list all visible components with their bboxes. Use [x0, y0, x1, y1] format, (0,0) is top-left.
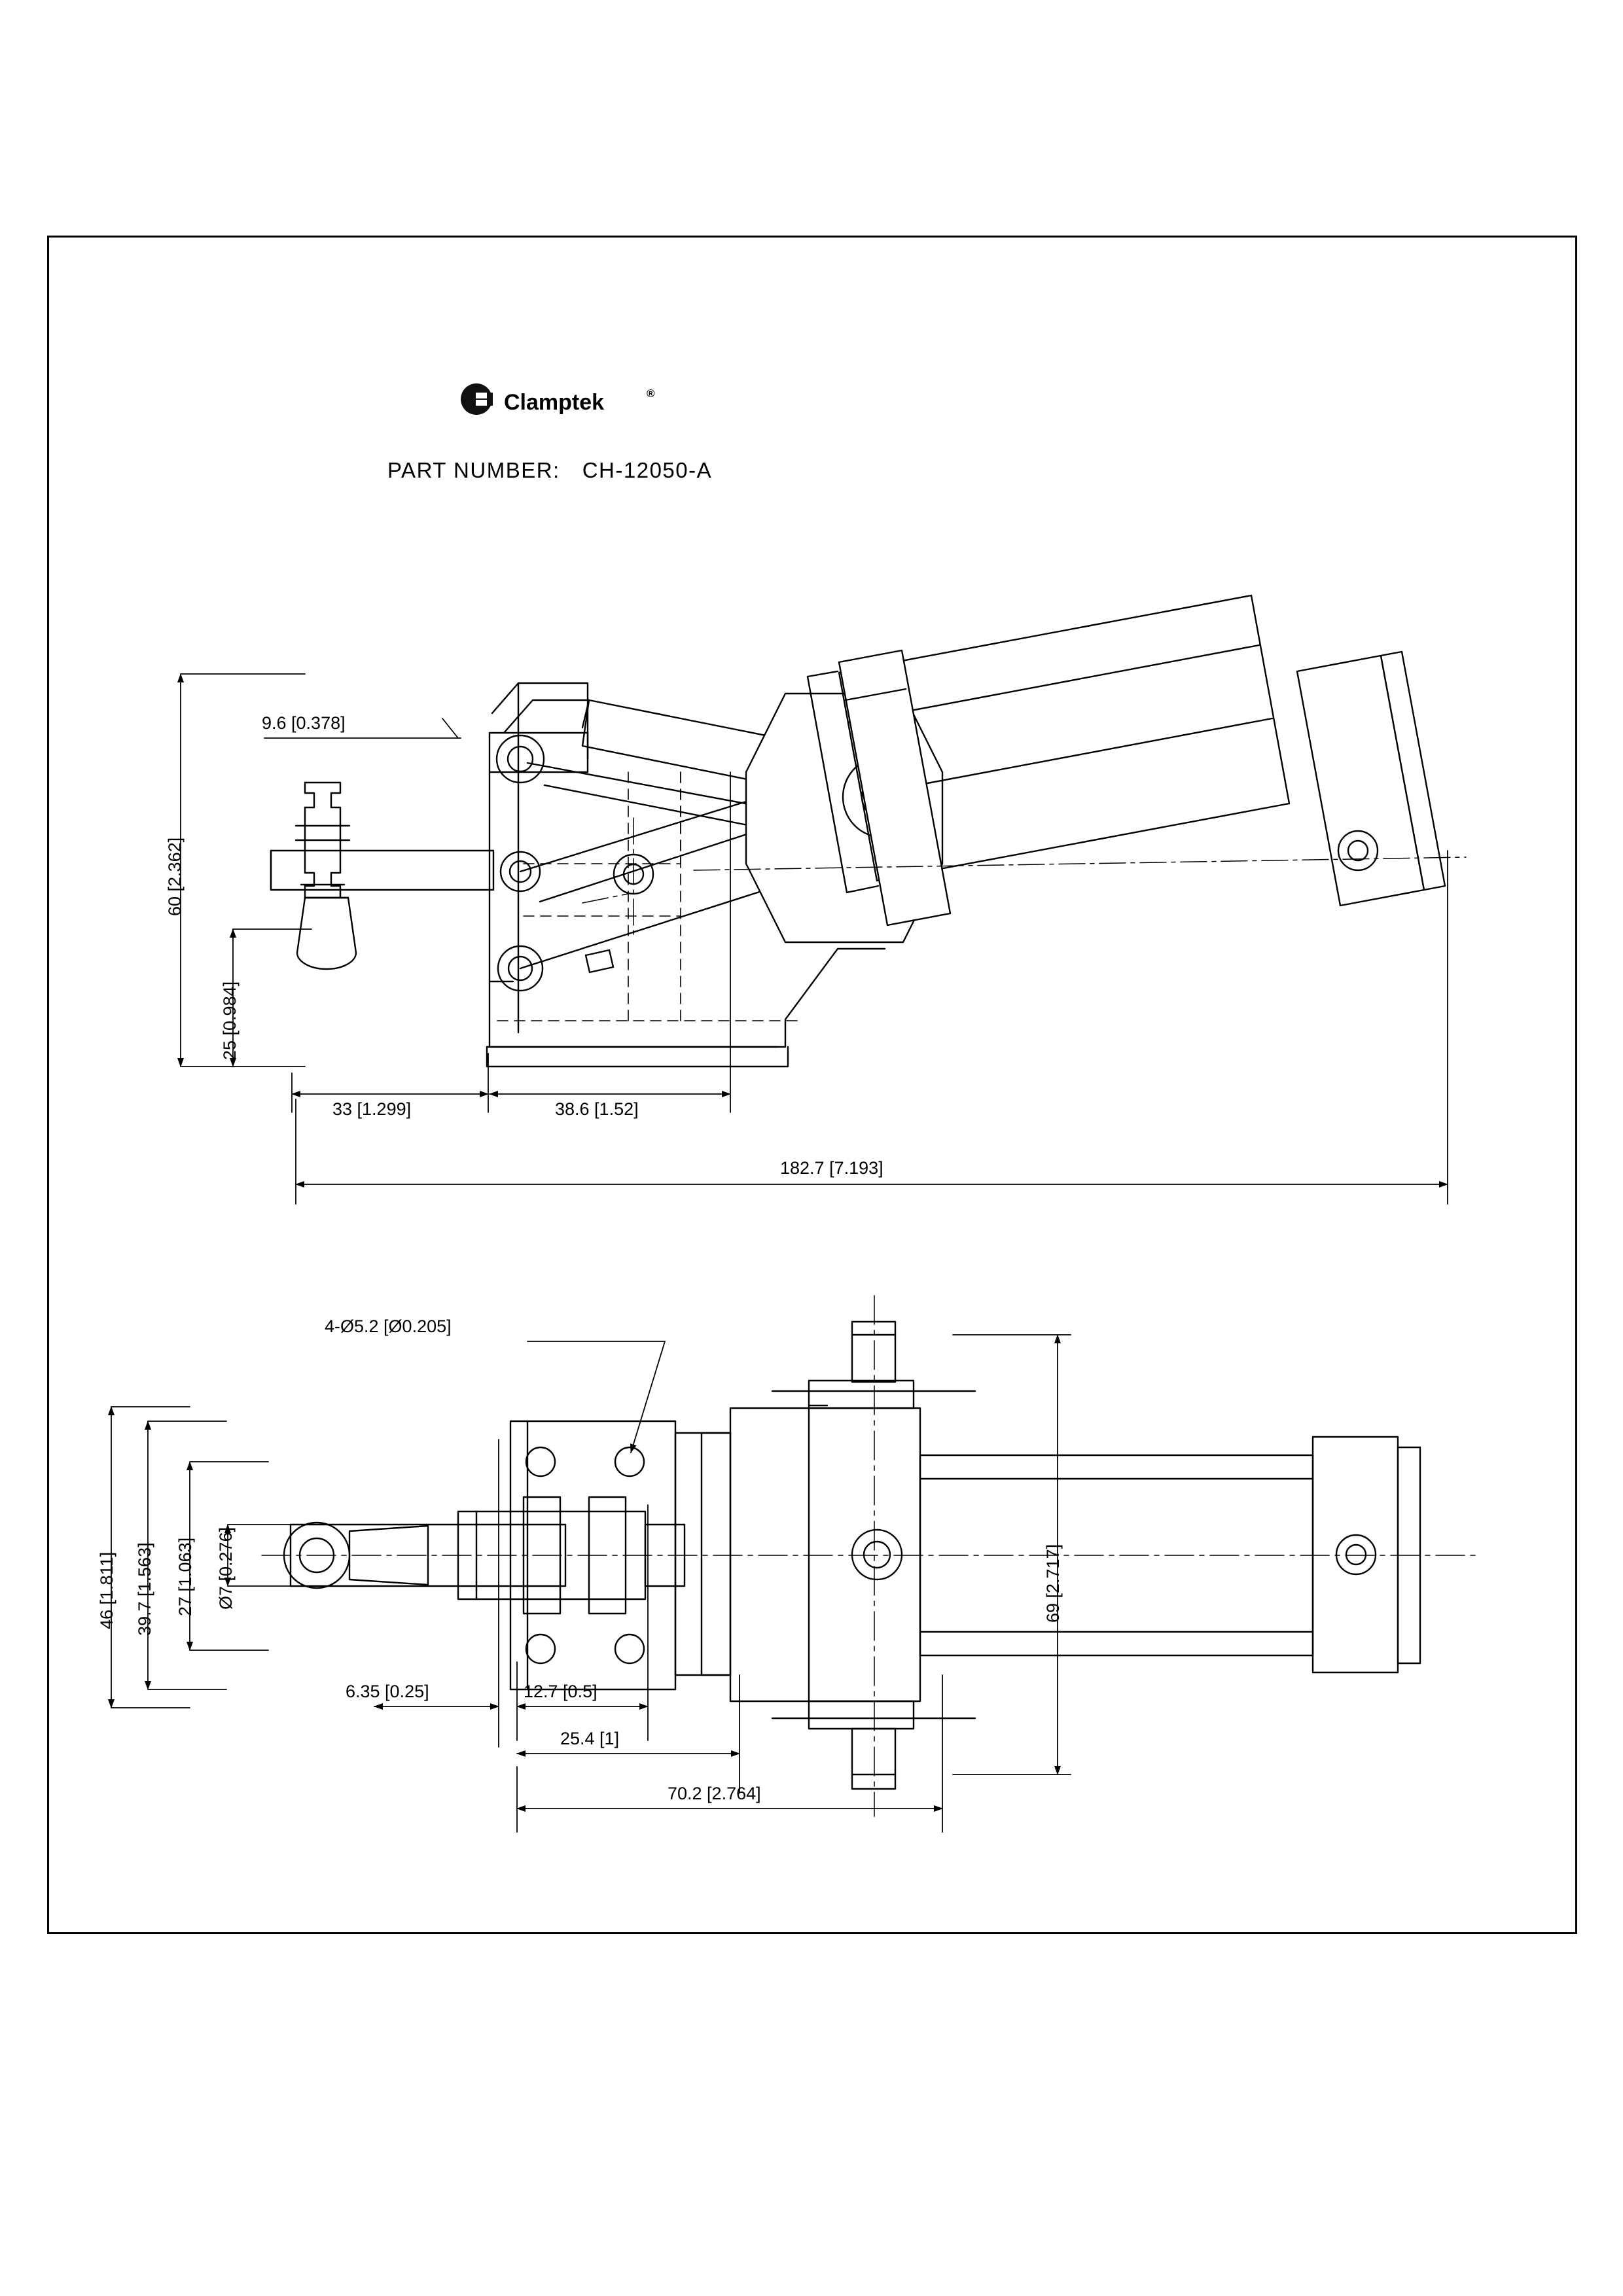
dimension-25-4: 25.4 [1]: [560, 1729, 620, 1748]
dimension-12-7: 12.7 [0.5]: [524, 1682, 597, 1701]
brand-registered-mark: ®: [647, 387, 655, 400]
dimension-9-6: 9.6 [0.378]: [262, 713, 346, 733]
dimension-38-6: 38.6 [1.52]: [555, 1099, 639, 1119]
brand-name: Clamptek: [504, 390, 605, 415]
dimension-d7: Ø7 [0.276]: [216, 1527, 236, 1610]
dimension-4-holes: 4-Ø5.2 [Ø0.205]: [325, 1316, 452, 1336]
dimension-6-35: 6.35 [0.25]: [346, 1682, 429, 1701]
dimension-33: 33 [1.299]: [332, 1099, 412, 1119]
dimension-70-2: 70.2 [2.764]: [668, 1784, 761, 1803]
dimension-39-7: 39.7 [1.563]: [135, 1542, 154, 1636]
part-number-line: [387, 458, 712, 483]
clamptek-g-logo-icon: [458, 380, 497, 419]
drawing-border-frame: [47, 236, 1577, 1934]
dimension-182-7: 182.7 [7.193]: [780, 1158, 883, 1178]
dimension-25: 25 [0.984]: [220, 981, 240, 1060]
part-number-label: PART NUMBER:: [387, 458, 560, 482]
dimension-27: 27 [1.063]: [175, 1537, 195, 1616]
brand-logo-block: [458, 380, 759, 425]
dimension-69: 69 [2.717]: [1043, 1544, 1063, 1623]
dimension-60: 60 [2.362]: [165, 837, 185, 916]
dimension-46: 46 [1.811]: [97, 1551, 116, 1629]
part-number-value: CH-12050-A: [582, 458, 713, 482]
